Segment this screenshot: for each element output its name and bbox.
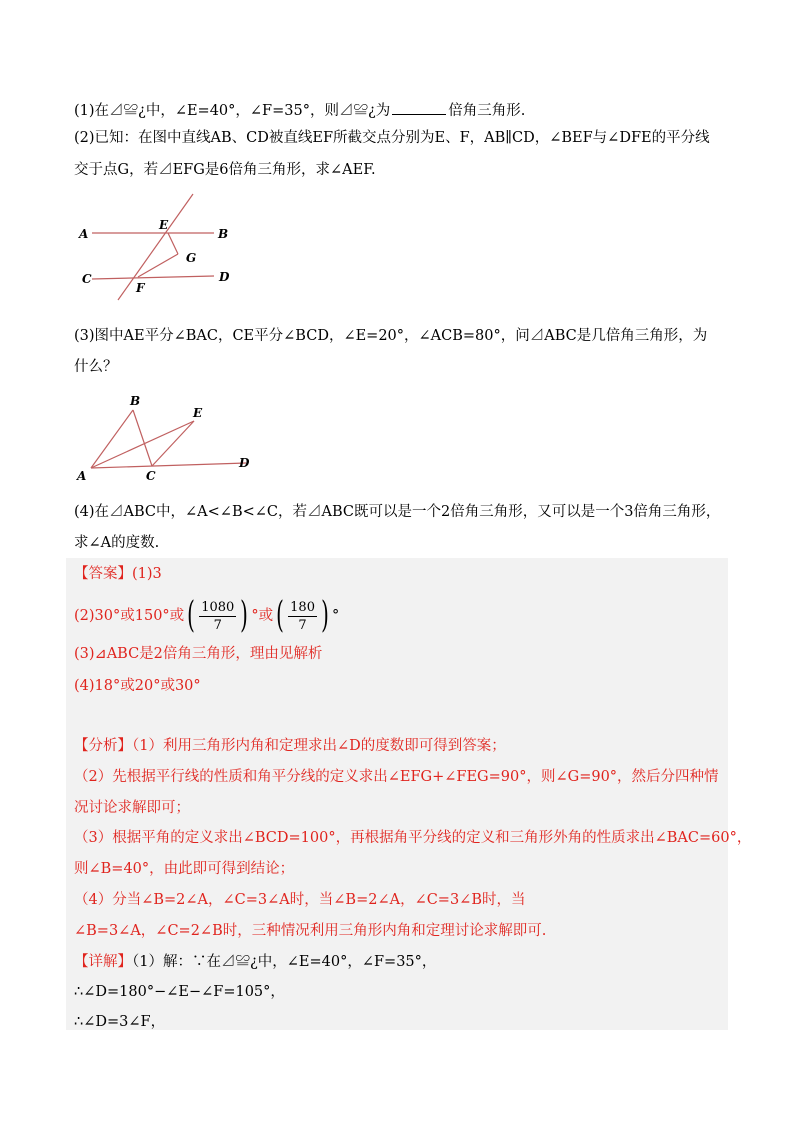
label-a: A — [77, 469, 87, 482]
line-cd — [92, 276, 214, 279]
question-1 — [74, 100, 525, 121]
analysis-line-7: ∠B=3∠A，∠C=2∠B时，三种情况利用三角形内角和定理讨论求解即可. — [74, 923, 547, 939]
q1-tail: 倍角三角形. — [448, 103, 526, 119]
answer-2: (2)30°或150°或( $\frac{1080}{7}$ ) °或( $\frac{180}{7}$ ) ° — [74, 595, 340, 636]
analysis-line-4: （3）根据平角的定义求出∠BCD=100°，再根据角平分线的定义和三角形外角的性质求出∠BAC=60°， — [74, 830, 752, 846]
label-a: A — [79, 227, 89, 241]
label-f: F — [136, 281, 145, 295]
detail-line-1 — [74, 952, 436, 972]
label-d: D — [239, 456, 250, 470]
segment-ab — [91, 410, 133, 468]
question-4-line-2: 求∠A的度数. — [74, 535, 160, 551]
q1-text: (1)在⊿≌¿中，∠E=40°，∠F=35°，则⊿≌¿为 — [74, 103, 391, 119]
label-d: D — [219, 270, 230, 284]
label-c: C — [146, 469, 156, 482]
answer-2-suffix: ° — [332, 608, 340, 624]
question-3-line-2: 什么？ — [74, 359, 118, 375]
label-e: E — [159, 218, 169, 232]
question-4-line-1: (4)在⊿ABC中，∠A<∠B<∠C，若⊿ABC既可以是一个2倍角三角形，又可以是一个3倍角三角形， — [74, 504, 721, 520]
detail-label: 【详解】 — [74, 954, 132, 970]
question-2-line-1: (2)已知：在图中直线AB、CD被直线EF所截交点分别为E、F，AB∥CD，∠BEF与∠DFE的平分线 — [74, 130, 710, 146]
figure-parallel-lines — [74, 192, 244, 304]
detail-line-3: ∴∠D=3∠F， — [74, 1014, 166, 1030]
label-g: G — [186, 251, 197, 265]
detail-text: （1）解：∵在⊿≌¿中，∠E=40°，∠F=35°， — [132, 954, 437, 970]
figure-triangle-abc — [74, 392, 254, 482]
detail-line-2: ∴∠D=180°−∠E−∠F=105°， — [74, 984, 285, 1000]
segment-ce — [152, 421, 194, 466]
label-b: B — [218, 227, 229, 241]
question-3-line-1: (3)图中AE平分∠BAC，CE平分∠BCD，∠E=20°，∠ACB=80°，问⊿ABC是几倍角三角形，为 — [74, 328, 708, 344]
segment-fg — [138, 254, 178, 277]
answer-1: 【答案】(1)3 — [74, 566, 162, 582]
answer-4: (4)18°或20°或30° — [74, 678, 201, 694]
label-b: B — [130, 394, 141, 408]
analysis-line-3: 况讨论求解即可； — [74, 800, 190, 816]
answer-blank — [392, 100, 446, 115]
label-c: C — [82, 272, 92, 286]
answer-2-prefix: (2)30°或150°或 — [74, 608, 185, 624]
analysis-line-2: （2）先根据平行线的性质和角平分线的定义求出∠EFG+∠FEG=90°，则∠G=90°，然后分四种情 — [74, 769, 719, 785]
analysis-line-5: 则∠B=40°，由此即可得到结论； — [74, 861, 295, 877]
segment-bc — [133, 410, 152, 466]
line-ad — [91, 463, 246, 468]
label-e: E — [193, 406, 203, 420]
line-ef — [118, 194, 193, 300]
segment-eg — [168, 233, 178, 254]
analysis-line-1: 【分析】（1）利用三角形内角和定理求出∠D的度数即可得到答案； — [74, 738, 506, 754]
answer-2-mid: °或 — [251, 608, 274, 624]
analysis-line-6: （4）分当∠B=2∠A，∠C=3∠A时，当∠B=2∠A，∠C=3∠B时，当 — [74, 892, 526, 908]
fraction-1080-over-7: $\frac{1080}{7}$ — [201, 599, 235, 633]
fraction-180-over-7: $\frac{180}{7}$ — [290, 599, 315, 633]
question-2-line-2: 交于点G，若⊿EFG是6倍角三角形，求∠AEF. — [74, 162, 376, 178]
segment-ae — [91, 421, 194, 468]
answer-3: (3)⊿ABC是2倍角三角形，理由见解析 — [74, 646, 323, 662]
